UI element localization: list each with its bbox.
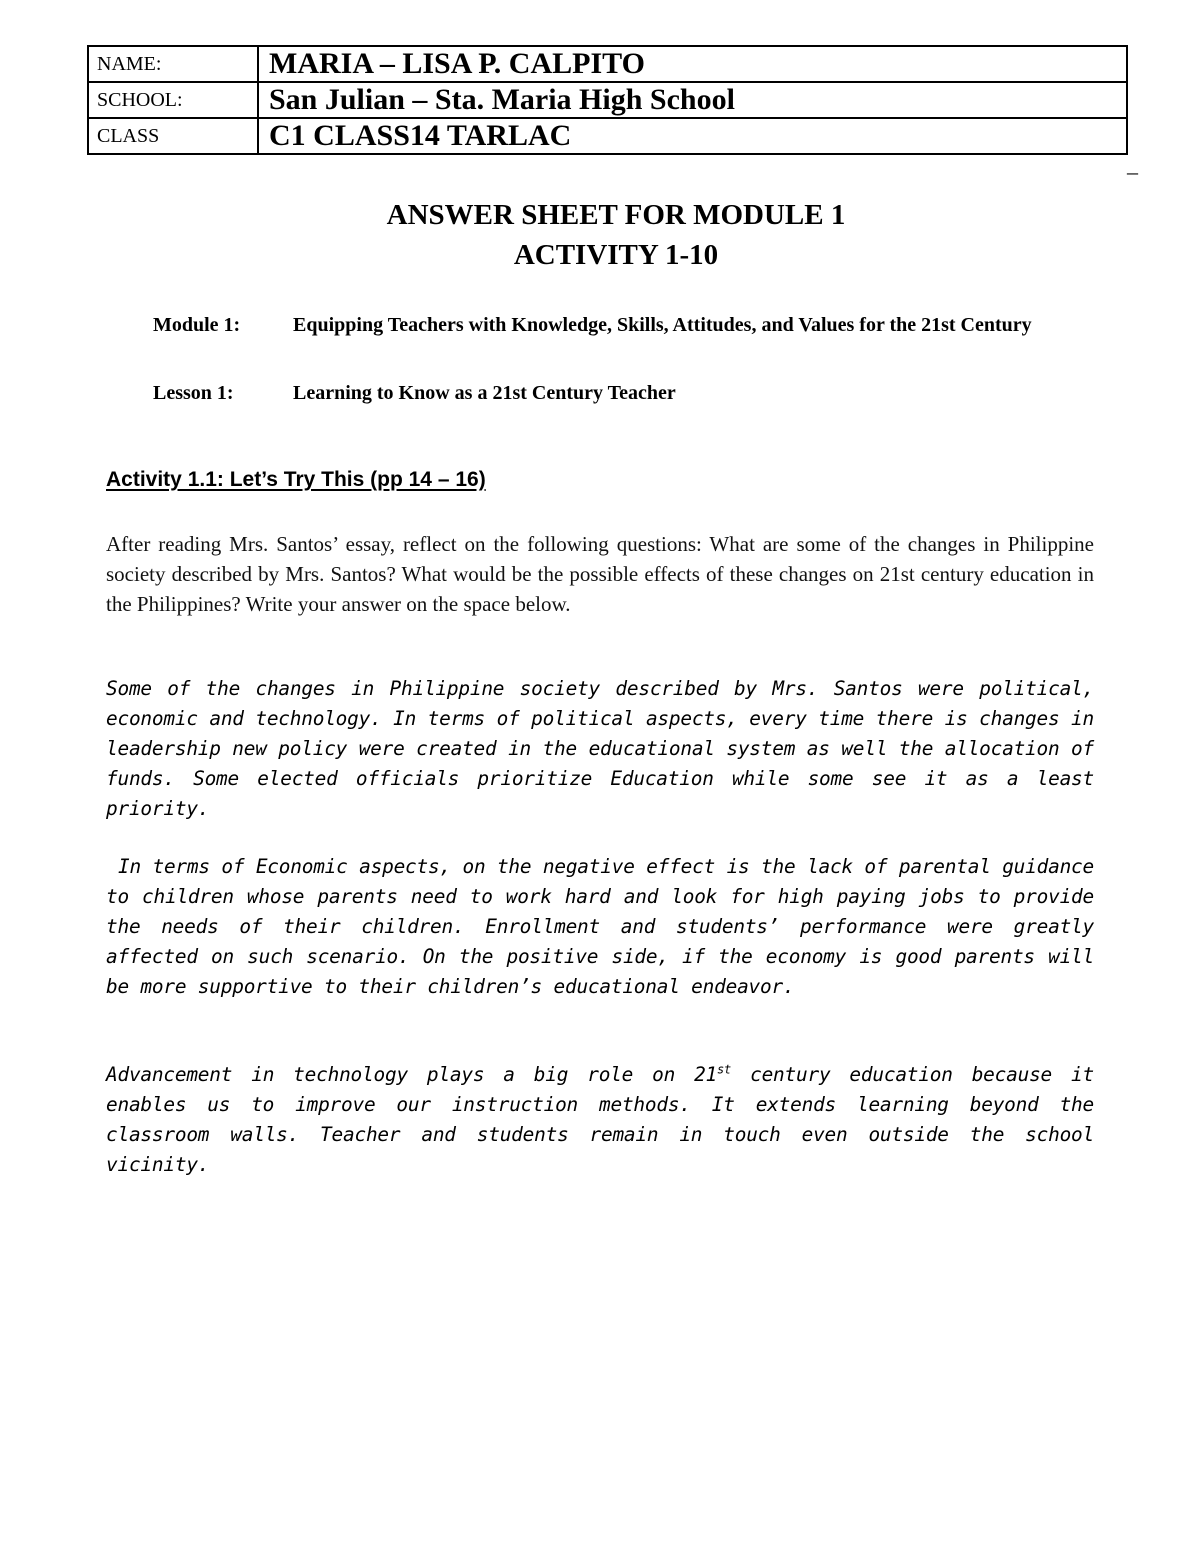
class-value: C1 CLASS14 TARLAC (258, 118, 1127, 154)
answer-paragraph-political: Some of the changes in Philippine society described by Mrs. Santos were political, economic and technology. In terms of political aspects, every time there is changes in leadership new policy were created in the educational system as well the allocation of funds. Some elected officials prioritize Education while some see it as a least priority. (106, 677, 1094, 820)
activity-instructions: After reading Mrs. Santos’ essay, reflect on the following questions: What are some of the changes in Philippine society described by Mrs. Santos? What would be the possible effects of these changes on 21st century education in the Philippines? Write your answer on the space below. (106, 532, 1094, 616)
school-label: SCHOOL: (88, 82, 258, 118)
name-value: MARIA – LISA P. CALPITO (258, 46, 1127, 82)
module-row (153, 312, 1053, 339)
answer-p3-start: Advancement in technology plays a big role on 21 (106, 1063, 718, 1086)
page-title: ANSWER SHEET FOR MODULE 1 (386, 199, 846, 231)
lesson-title: Learning to Know as a 21st Century Teacher (293, 382, 676, 404)
margin-dash-mark: – (1127, 159, 1138, 184)
answer-p3-end: century education because it enables us to improve our instruction methods. It extends learning beyond the classroom walls. Teacher and students remain in touch even outside the school vicinity. (106, 1063, 1094, 1176)
page-subtitle: ACTIVITY 1-10 (513, 239, 719, 271)
activity-heading: Activity 1.1: Let’s Try This (pp 14 – 16) (106, 468, 486, 491)
answer-paragraph-technology (106, 1060, 1094, 1180)
module-title: Equipping Teachers with Knowledge, Skills, Attitudes, and Values for the 21st Century (293, 314, 1032, 336)
name-label: NAME: (88, 46, 258, 82)
name-row (88, 46, 1127, 82)
student-info-table (87, 45, 1128, 155)
class-row (88, 118, 1127, 154)
school-row (88, 82, 1127, 118)
ordinal-suffix: st (717, 1062, 732, 1077)
lesson-row (153, 380, 1053, 407)
class-label: CLASS (88, 118, 258, 154)
school-value: San Julian – Sta. Maria High School (258, 82, 1127, 118)
lesson-label: Lesson 1: (153, 382, 234, 404)
answer-paragraph-economic: In terms of Economic aspects, on the negative effect is the lack of parental guidance to children whose parents need to work hard and look for high paying jobs to provide the needs of their children. Enrollment and students’ performance were greatly affected on such scenario. On the positive side, if the economy is good parents will be more supportive to their children’s educational endeavor. (106, 855, 1094, 998)
module-label: Module 1: (153, 314, 241, 336)
